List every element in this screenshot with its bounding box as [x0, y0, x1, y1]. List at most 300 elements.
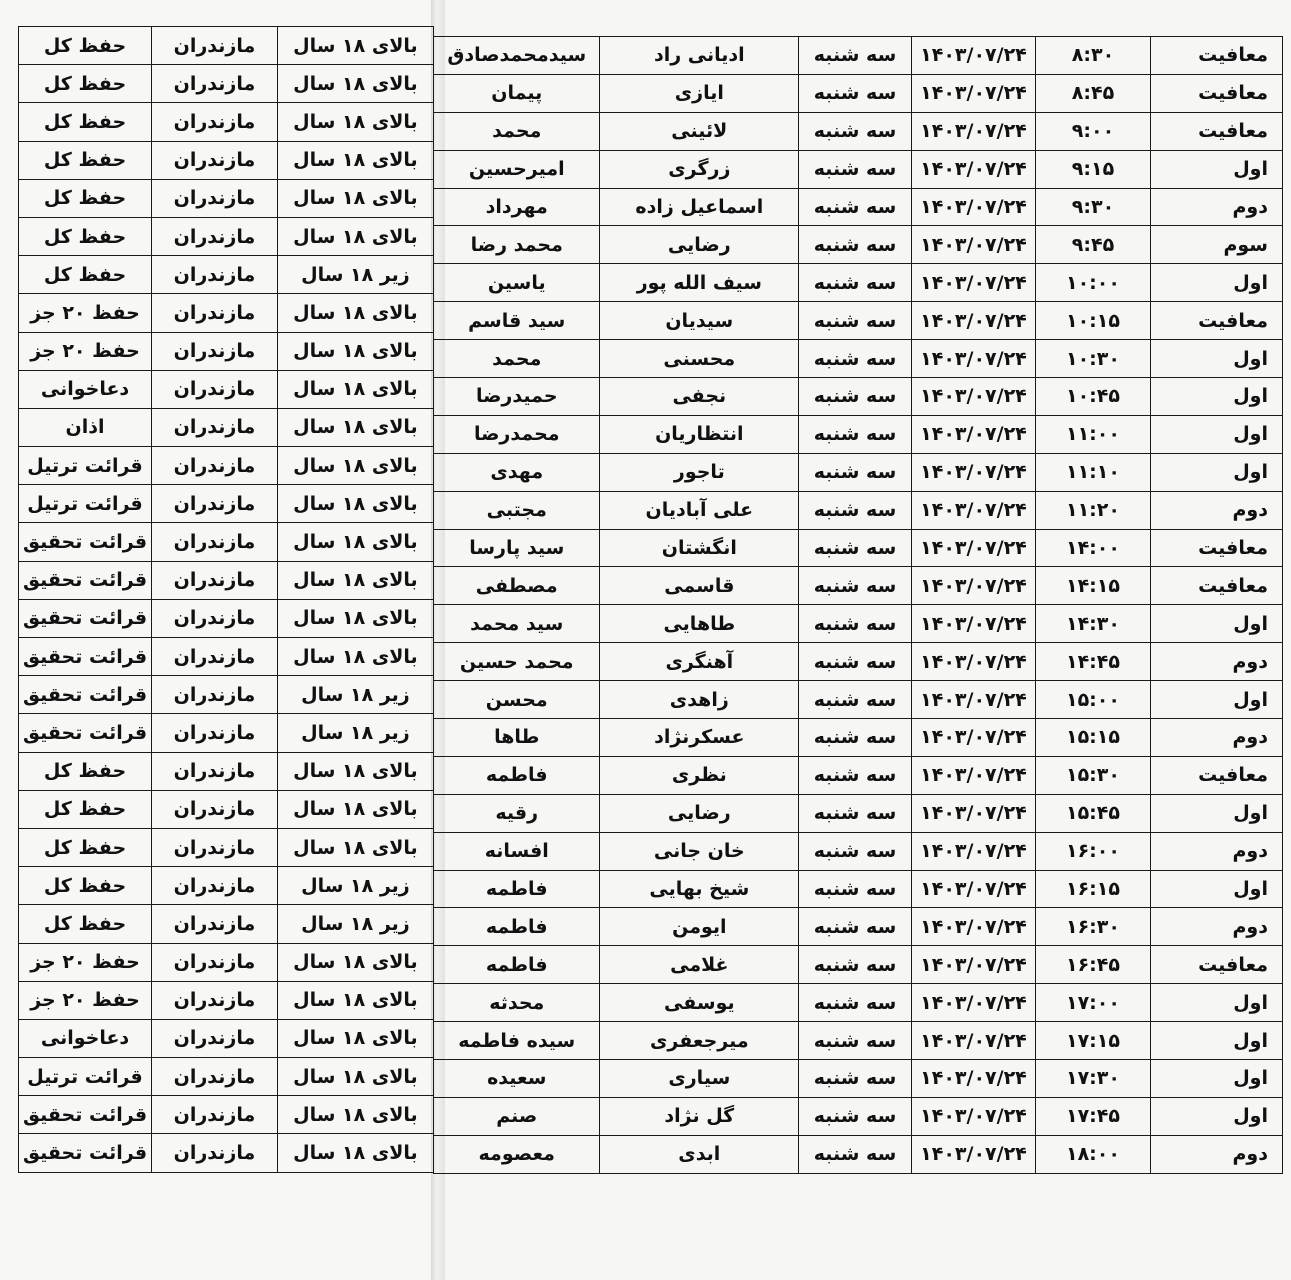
date-cell: ۱۴۰۳/۰۷/۲۴	[911, 1060, 1035, 1098]
right-schedule-table	[433, 36, 1283, 1174]
date-cell: ۱۴۰۳/۰۷/۲۴	[911, 302, 1035, 340]
table-row	[19, 943, 434, 981]
first-name-cell: محمد	[434, 112, 600, 150]
age-cell: بالای ۱۸ سال	[277, 523, 433, 561]
province-cell: مازندران	[152, 141, 278, 179]
weekday-cell: سه شنبه	[799, 188, 912, 226]
table-row	[434, 378, 1283, 416]
table-row	[434, 681, 1283, 719]
table-row	[434, 188, 1283, 226]
last-name-cell: ایومن	[600, 908, 799, 946]
time-cell: ۱۷:۱۵	[1036, 1022, 1151, 1060]
weekday-cell: سه شنبه	[799, 794, 912, 832]
weekday-cell: سه شنبه	[799, 1022, 912, 1060]
first-name-cell: سیدمحمدصادق	[434, 37, 600, 75]
first-name-cell: سید قاسم	[434, 302, 600, 340]
date-cell: ۱۴۰۳/۰۷/۲۴	[911, 453, 1035, 491]
table-row	[434, 74, 1283, 112]
date-cell: ۱۴۰۳/۰۷/۲۴	[911, 74, 1035, 112]
table-row	[19, 561, 434, 599]
table-row	[434, 150, 1283, 188]
province-cell: مازندران	[152, 943, 278, 981]
weekday-cell: سه شنبه	[799, 378, 912, 416]
level-cell: اول	[1150, 150, 1282, 188]
date-cell: ۱۴۰۳/۰۷/۲۴	[911, 378, 1035, 416]
province-cell: مازندران	[152, 103, 278, 141]
age-cell: بالای ۱۸ سال	[277, 485, 433, 523]
table-row	[434, 340, 1283, 378]
province-cell: مازندران	[152, 1019, 278, 1057]
province-cell: مازندران	[152, 561, 278, 599]
weekday-cell: سه شنبه	[799, 226, 912, 264]
last-name-cell: قاسمی	[600, 567, 799, 605]
time-cell: ۱۵:۰۰	[1036, 681, 1151, 719]
level-cell: دوم	[1150, 1135, 1282, 1173]
last-name-cell: سیدیان	[600, 302, 799, 340]
age-cell: بالای ۱۸ سال	[277, 65, 433, 103]
category-cell: حفظ ۲۰ جز	[19, 294, 152, 332]
category-cell: دعاخوانی	[19, 370, 152, 408]
category-cell: قرائت ترتیل	[19, 447, 152, 485]
weekday-cell: سه شنبه	[799, 946, 912, 984]
date-cell: ۱۴۰۳/۰۷/۲۴	[911, 794, 1035, 832]
date-cell: ۱۴۰۳/۰۷/۲۴	[911, 870, 1035, 908]
category-cell: قرائت ترتیل	[19, 485, 152, 523]
weekday-cell: سه شنبه	[799, 529, 912, 567]
age-cell: بالای ۱۸ سال	[277, 981, 433, 1019]
last-name-cell: غلامی	[600, 946, 799, 984]
category-cell: قرائت تحقیق	[19, 561, 152, 599]
date-cell: ۱۴۰۳/۰۷/۲۴	[911, 756, 1035, 794]
last-name-cell: عسکرنژاد	[600, 719, 799, 757]
level-cell: دوم	[1150, 643, 1282, 681]
age-cell: بالای ۱۸ سال	[277, 294, 433, 332]
province-cell: مازندران	[152, 905, 278, 943]
age-cell: بالای ۱۸ سال	[277, 828, 433, 866]
last-name-cell: علی آبادیان	[600, 491, 799, 529]
date-cell: ۱۴۰۳/۰۷/۲۴	[911, 491, 1035, 529]
time-cell: ۱۰:۳۰	[1036, 340, 1151, 378]
time-cell: ۱۴:۳۰	[1036, 605, 1151, 643]
time-cell: ۱۵:۳۰	[1036, 756, 1151, 794]
table-row	[434, 756, 1283, 794]
weekday-cell: سه شنبه	[799, 605, 912, 643]
table-row	[434, 1135, 1283, 1173]
date-cell: ۱۴۰۳/۰۷/۲۴	[911, 1097, 1035, 1135]
weekday-cell: سه شنبه	[799, 74, 912, 112]
last-name-cell: محسنی	[600, 340, 799, 378]
table-row	[434, 605, 1283, 643]
province-cell: مازندران	[152, 370, 278, 408]
level-cell: دوم	[1150, 188, 1282, 226]
last-name-cell: ابدی	[600, 1135, 799, 1173]
level-cell: معافیت	[1150, 946, 1282, 984]
category-cell: حفظ کل	[19, 256, 152, 294]
table-row	[19, 752, 434, 790]
date-cell: ۱۴۰۳/۰۷/۲۴	[911, 264, 1035, 302]
table-row	[19, 141, 434, 179]
category-cell: اذان	[19, 408, 152, 446]
table-row	[19, 790, 434, 828]
table-row	[434, 529, 1283, 567]
date-cell: ۱۴۰۳/۰۷/۲۴	[911, 946, 1035, 984]
last-name-cell: تاجور	[600, 453, 799, 491]
table-row	[19, 523, 434, 561]
time-cell: ۱۰:۴۵	[1036, 378, 1151, 416]
weekday-cell: سه شنبه	[799, 1135, 912, 1173]
age-cell: بالای ۱۸ سال	[277, 638, 433, 676]
time-cell: ۱۶:۰۰	[1036, 832, 1151, 870]
time-cell: ۱۴:۰۰	[1036, 529, 1151, 567]
first-name-cell: صنم	[434, 1097, 600, 1135]
province-cell: مازندران	[152, 179, 278, 217]
age-cell: بالای ۱۸ سال	[277, 1134, 433, 1172]
level-cell: اول	[1150, 340, 1282, 378]
table-row	[434, 643, 1283, 681]
table-row	[434, 226, 1283, 264]
table-row	[434, 491, 1283, 529]
date-cell: ۱۴۰۳/۰۷/۲۴	[911, 1135, 1035, 1173]
time-cell: ۹:۱۵	[1036, 150, 1151, 188]
table-row	[19, 867, 434, 905]
table-row	[434, 37, 1283, 75]
first-name-cell: محمد رضا	[434, 226, 600, 264]
level-cell: اول	[1150, 415, 1282, 453]
level-cell: اول	[1150, 605, 1282, 643]
age-cell: بالای ۱۸ سال	[277, 141, 433, 179]
age-cell: بالای ۱۸ سال	[277, 1096, 433, 1134]
category-cell: حفظ کل	[19, 828, 152, 866]
category-cell: حفظ ۲۰ جز	[19, 981, 152, 1019]
date-cell: ۱۴۰۳/۰۷/۲۴	[911, 984, 1035, 1022]
last-name-cell: اسماعیل زاده	[600, 188, 799, 226]
weekday-cell: سه شنبه	[799, 984, 912, 1022]
table-row	[434, 567, 1283, 605]
table-row	[19, 103, 434, 141]
last-name-cell: رضایی	[600, 226, 799, 264]
level-cell: اول	[1150, 984, 1282, 1022]
first-name-cell: فاطمه	[434, 946, 600, 984]
province-cell: مازندران	[152, 1134, 278, 1172]
province-cell: مازندران	[152, 867, 278, 905]
level-cell: معافیت	[1150, 567, 1282, 605]
table-row	[19, 638, 434, 676]
date-cell: ۱۴۰۳/۰۷/۲۴	[911, 340, 1035, 378]
level-cell: اول	[1150, 453, 1282, 491]
province-cell: مازندران	[152, 676, 278, 714]
time-cell: ۱۶:۳۰	[1036, 908, 1151, 946]
first-name-cell: محمد	[434, 340, 600, 378]
last-name-cell: انگشتان	[600, 529, 799, 567]
level-cell: اول	[1150, 794, 1282, 832]
last-name-cell: خان جانی	[600, 832, 799, 870]
first-name-cell: مصطفی	[434, 567, 600, 605]
time-cell: ۱۴:۴۵	[1036, 643, 1151, 681]
age-cell: بالای ۱۸ سال	[277, 1058, 433, 1096]
category-cell: قرائت تحقیق	[19, 1096, 152, 1134]
category-cell: قرائت تحقیق	[19, 599, 152, 637]
last-name-cell: لائینی	[600, 112, 799, 150]
table-row	[434, 112, 1283, 150]
level-cell: معافیت	[1150, 74, 1282, 112]
weekday-cell: سه شنبه	[799, 112, 912, 150]
province-cell: مازندران	[152, 752, 278, 790]
weekday-cell: سه شنبه	[799, 453, 912, 491]
time-cell: ۱۰:۰۰	[1036, 264, 1151, 302]
first-name-cell: مهرداد	[434, 188, 600, 226]
time-cell: ۱۸:۰۰	[1036, 1135, 1151, 1173]
date-cell: ۱۴۰۳/۰۷/۲۴	[911, 643, 1035, 681]
age-cell: زیر ۱۸ سال	[277, 714, 433, 752]
table-row	[434, 870, 1283, 908]
province-cell: مازندران	[152, 27, 278, 65]
last-name-cell: ایازی	[600, 74, 799, 112]
first-name-cell: افسانه	[434, 832, 600, 870]
level-cell: اول	[1150, 1022, 1282, 1060]
province-cell: مازندران	[152, 790, 278, 828]
date-cell: ۱۴۰۳/۰۷/۲۴	[911, 567, 1035, 605]
level-cell: دوم	[1150, 832, 1282, 870]
first-name-cell: محمد حسین	[434, 643, 600, 681]
time-cell: ۹:۰۰	[1036, 112, 1151, 150]
category-cell: حفظ کل	[19, 65, 152, 103]
level-cell: دوم	[1150, 908, 1282, 946]
table-row	[19, 294, 434, 332]
last-name-cell: سیاری	[600, 1060, 799, 1098]
table-row	[434, 946, 1283, 984]
level-cell: دوم	[1150, 491, 1282, 529]
left-schedule-table	[18, 26, 434, 1173]
last-name-cell: طاهایی	[600, 605, 799, 643]
date-cell: ۱۴۰۳/۰۷/۲۴	[911, 719, 1035, 757]
first-name-cell: حمیدرضا	[434, 378, 600, 416]
weekday-cell: سه شنبه	[799, 832, 912, 870]
first-name-cell: مجتبی	[434, 491, 600, 529]
level-cell: دوم	[1150, 719, 1282, 757]
weekday-cell: سه شنبه	[799, 150, 912, 188]
first-name-cell: یاسین	[434, 264, 600, 302]
province-cell: مازندران	[152, 447, 278, 485]
age-cell: بالای ۱۸ سال	[277, 103, 433, 141]
level-cell: اول	[1150, 264, 1282, 302]
age-cell: بالای ۱۸ سال	[277, 179, 433, 217]
first-name-cell: مهدی	[434, 453, 600, 491]
table-row	[434, 832, 1283, 870]
category-cell: حفظ کل	[19, 752, 152, 790]
weekday-cell: سه شنبه	[799, 870, 912, 908]
category-cell: قرائت تحقیق	[19, 714, 152, 752]
weekday-cell: سه شنبه	[799, 1097, 912, 1135]
table-row	[19, 65, 434, 103]
level-cell: اول	[1150, 378, 1282, 416]
category-cell: حفظ کل	[19, 103, 152, 141]
category-cell: حفظ کل	[19, 27, 152, 65]
table-row	[19, 1058, 434, 1096]
age-cell: زیر ۱۸ سال	[277, 676, 433, 714]
province-cell: مازندران	[152, 408, 278, 446]
first-name-cell: فاطمه	[434, 908, 600, 946]
date-cell: ۱۴۰۳/۰۷/۲۴	[911, 832, 1035, 870]
weekday-cell: سه شنبه	[799, 643, 912, 681]
province-cell: مازندران	[152, 638, 278, 676]
date-cell: ۱۴۰۳/۰۷/۲۴	[911, 605, 1035, 643]
province-cell: مازندران	[152, 523, 278, 561]
age-cell: بالای ۱۸ سال	[277, 561, 433, 599]
time-cell: ۱۷:۴۵	[1036, 1097, 1151, 1135]
time-cell: ۱۷:۳۰	[1036, 1060, 1151, 1098]
age-cell: بالای ۱۸ سال	[277, 752, 433, 790]
category-cell: حفظ ۲۰ جز	[19, 943, 152, 981]
table-row	[19, 27, 434, 65]
level-cell: معافیت	[1150, 756, 1282, 794]
table-row	[434, 984, 1283, 1022]
table-row	[434, 453, 1283, 491]
date-cell: ۱۴۰۳/۰۷/۲۴	[911, 529, 1035, 567]
table-row	[434, 719, 1283, 757]
level-cell: معافیت	[1150, 302, 1282, 340]
last-name-cell: گل نژاد	[600, 1097, 799, 1135]
category-cell: حفظ کل	[19, 179, 152, 217]
weekday-cell: سه شنبه	[799, 264, 912, 302]
last-name-cell: زاهدی	[600, 681, 799, 719]
level-cell: اول	[1150, 1097, 1282, 1135]
province-cell: مازندران	[152, 294, 278, 332]
level-cell: سوم	[1150, 226, 1282, 264]
weekday-cell: سه شنبه	[799, 719, 912, 757]
age-cell: بالای ۱۸ سال	[277, 370, 433, 408]
weekday-cell: سه شنبه	[799, 681, 912, 719]
table-row	[19, 905, 434, 943]
last-name-cell: یوسفی	[600, 984, 799, 1022]
province-cell: مازندران	[152, 217, 278, 255]
province-cell: مازندران	[152, 256, 278, 294]
level-cell: اول	[1150, 1060, 1282, 1098]
table-row	[19, 217, 434, 255]
category-cell: قرائت تحقیق	[19, 638, 152, 676]
level-cell: اول	[1150, 681, 1282, 719]
category-cell: حفظ کل	[19, 905, 152, 943]
table-row	[434, 1022, 1283, 1060]
category-cell: قرائت ترتیل	[19, 1058, 152, 1096]
level-cell: اول	[1150, 870, 1282, 908]
category-cell: قرائت تحقیق	[19, 1134, 152, 1172]
table-row	[434, 264, 1283, 302]
last-name-cell: زرگری	[600, 150, 799, 188]
last-name-cell: ادیانی راد	[600, 37, 799, 75]
table-row	[434, 908, 1283, 946]
table-row	[19, 981, 434, 1019]
province-cell: مازندران	[152, 65, 278, 103]
weekday-cell: سه شنبه	[799, 302, 912, 340]
first-name-cell: محسن	[434, 681, 600, 719]
first-name-cell: پیمان	[434, 74, 600, 112]
table-row	[19, 828, 434, 866]
time-cell: ۱۱:۰۰	[1036, 415, 1151, 453]
age-cell: بالای ۱۸ سال	[277, 332, 433, 370]
time-cell: ۱۰:۱۵	[1036, 302, 1151, 340]
age-cell: بالای ۱۸ سال	[277, 790, 433, 828]
category-cell: قرائت تحقیق	[19, 523, 152, 561]
first-name-cell: سیده فاطمه	[434, 1022, 600, 1060]
age-cell: زیر ۱۸ سال	[277, 867, 433, 905]
table-row	[19, 485, 434, 523]
first-name-cell: محدثه	[434, 984, 600, 1022]
time-cell: ۸:۳۰	[1036, 37, 1151, 75]
weekday-cell: سه شنبه	[799, 567, 912, 605]
first-name-cell: امیرحسین	[434, 150, 600, 188]
weekday-cell: سه شنبه	[799, 491, 912, 529]
category-cell: حفظ کل	[19, 141, 152, 179]
left-table-body	[19, 27, 434, 1173]
table-row	[19, 1134, 434, 1172]
table-row	[19, 256, 434, 294]
time-cell: ۱۱:۱۰	[1036, 453, 1151, 491]
time-cell: ۱۶:۱۵	[1036, 870, 1151, 908]
right-table-body	[434, 37, 1283, 1174]
time-cell: ۱۵:۴۵	[1036, 794, 1151, 832]
first-name-cell: فاطمه	[434, 756, 600, 794]
time-cell: ۱۵:۱۵	[1036, 719, 1151, 757]
date-cell: ۱۴۰۳/۰۷/۲۴	[911, 415, 1035, 453]
age-cell: بالای ۱۸ سال	[277, 599, 433, 637]
last-name-cell: آهنگری	[600, 643, 799, 681]
first-name-cell: معصومه	[434, 1135, 600, 1173]
date-cell: ۱۴۰۳/۰۷/۲۴	[911, 908, 1035, 946]
level-cell: معافیت	[1150, 37, 1282, 75]
province-cell: مازندران	[152, 1058, 278, 1096]
first-name-cell: محمدرضا	[434, 415, 600, 453]
level-cell: معافیت	[1150, 112, 1282, 150]
category-cell: دعاخوانی	[19, 1019, 152, 1057]
category-cell: قرائت تحقیق	[19, 676, 152, 714]
weekday-cell: سه شنبه	[799, 1060, 912, 1098]
date-cell: ۱۴۰۳/۰۷/۲۴	[911, 112, 1035, 150]
table-row	[434, 302, 1283, 340]
table-row	[19, 408, 434, 446]
table-row	[434, 1097, 1283, 1135]
age-cell: بالای ۱۸ سال	[277, 447, 433, 485]
age-cell: بالای ۱۸ سال	[277, 943, 433, 981]
first-name-cell: فاطمه	[434, 870, 600, 908]
table-row	[19, 332, 434, 370]
province-cell: مازندران	[152, 714, 278, 752]
weekday-cell: سه شنبه	[799, 908, 912, 946]
time-cell: ۹:۳۰	[1036, 188, 1151, 226]
last-name-cell: شیخ بهایی	[600, 870, 799, 908]
date-cell: ۱۴۰۳/۰۷/۲۴	[911, 37, 1035, 75]
date-cell: ۱۴۰۳/۰۷/۲۴	[911, 1022, 1035, 1060]
time-cell: ۸:۴۵	[1036, 74, 1151, 112]
weekday-cell: سه شنبه	[799, 756, 912, 794]
date-cell: ۱۴۰۳/۰۷/۲۴	[911, 681, 1035, 719]
province-cell: مازندران	[152, 828, 278, 866]
table-row	[434, 794, 1283, 832]
table-row	[19, 1019, 434, 1057]
level-cell: معافیت	[1150, 529, 1282, 567]
time-cell: ۱۱:۲۰	[1036, 491, 1151, 529]
age-cell: بالای ۱۸ سال	[277, 1019, 433, 1057]
first-name-cell: سعیده	[434, 1060, 600, 1098]
last-name-cell: انتظاریان	[600, 415, 799, 453]
age-cell: بالای ۱۸ سال	[277, 408, 433, 446]
table-row	[19, 179, 434, 217]
first-name-cell: طاها	[434, 719, 600, 757]
age-cell: بالای ۱۸ سال	[277, 217, 433, 255]
weekday-cell: سه شنبه	[799, 340, 912, 378]
province-cell: مازندران	[152, 485, 278, 523]
first-name-cell: رقیه	[434, 794, 600, 832]
table-row	[434, 415, 1283, 453]
